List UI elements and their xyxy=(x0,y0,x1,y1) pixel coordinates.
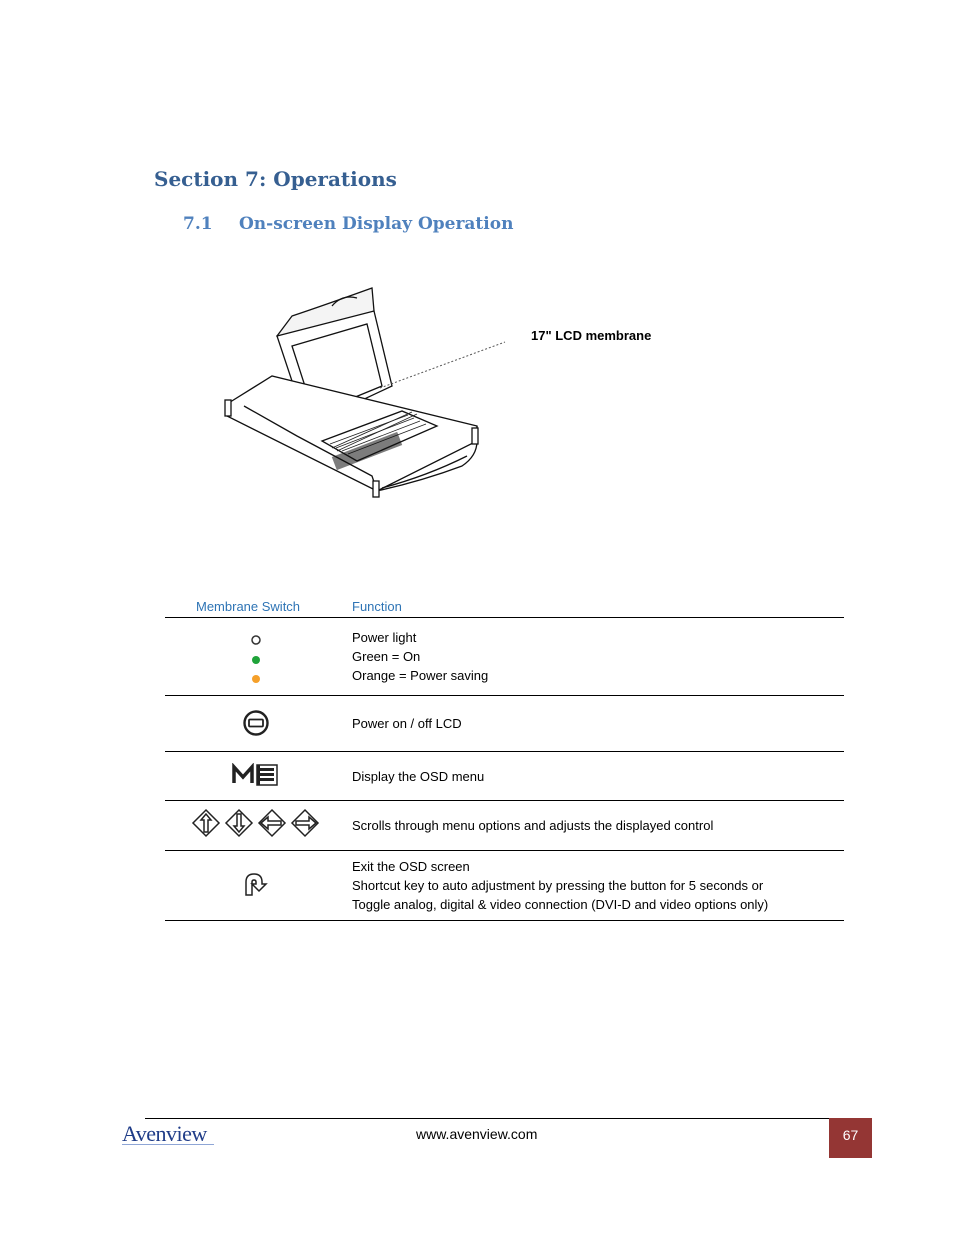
table-rule xyxy=(165,695,844,696)
table-row: Power light Green = On Orange = Power saving xyxy=(352,630,489,683)
footer-rule xyxy=(145,1118,829,1119)
table-rule xyxy=(165,751,844,752)
column-header-membrane-switch: Membrane Switch xyxy=(196,599,301,614)
section-title: Section 7: Operations xyxy=(154,167,397,191)
arrow-left-icon xyxy=(259,810,285,836)
table-rule xyxy=(165,850,844,851)
arrow-keys-icon xyxy=(190,808,322,840)
table-row: Display the OSD menu xyxy=(352,769,485,784)
avenview-logo: Avenview xyxy=(122,1121,207,1146)
table-rule xyxy=(165,617,844,618)
subsection-title: On-screen Display Operation xyxy=(239,214,514,234)
arrow-down-icon xyxy=(226,810,252,836)
subsection-heading xyxy=(183,214,513,234)
logo-underline xyxy=(122,1144,214,1145)
table-row: Exit the OSD screen Shortcut key to auto adjustment by pressing the button for 5 seconds or Toggle analog, digital & video connection (DVI-D and video options only) xyxy=(352,859,769,912)
exit-arrow-icon xyxy=(242,870,270,898)
osd-menu-icon xyxy=(232,763,280,787)
table-row: Power on / off LCD xyxy=(352,716,462,731)
subsection-number: 7.1 xyxy=(183,214,213,234)
arrow-up-icon xyxy=(193,810,219,836)
callout-line xyxy=(380,330,510,390)
page-number: 67 xyxy=(829,1118,872,1158)
power-button-icon xyxy=(242,709,270,737)
table-rule xyxy=(165,800,844,801)
table-rule xyxy=(165,920,844,921)
column-header-function: Function xyxy=(352,599,402,614)
table-row: Scrolls through menu options and adjusts the displayed control xyxy=(352,818,714,833)
power-light-icons xyxy=(247,632,265,687)
figure-label: 17" LCD membrane xyxy=(531,328,652,343)
footer-url[interactable]: www.avenview.com xyxy=(416,1126,538,1142)
lcd-drawer-illustration xyxy=(222,276,492,506)
arrow-right-icon xyxy=(292,810,318,836)
